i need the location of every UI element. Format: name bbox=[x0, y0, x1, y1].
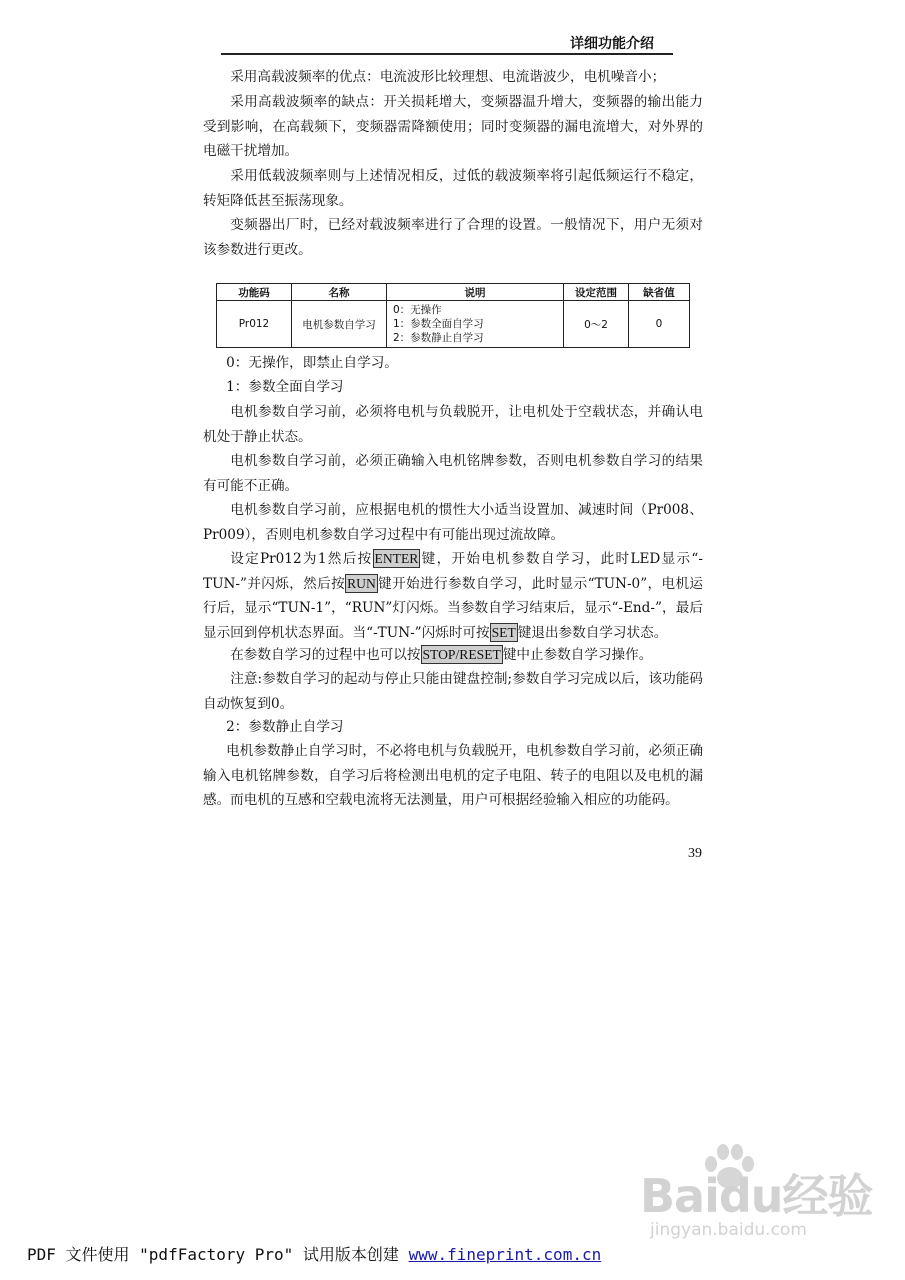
cell-description bbox=[387, 301, 564, 348]
watermark-url: jingyan.baidu.com bbox=[650, 1220, 807, 1240]
cell-default: 0 bbox=[629, 301, 690, 348]
watermark-brand: Baidu经验 bbox=[640, 1169, 873, 1223]
run-key-label: RUN bbox=[347, 575, 376, 591]
footer-text: PDF 文件使用 "pdfFactory Pro" 试用版本创建 bbox=[27, 1245, 409, 1264]
stop-reset-key-label: STOP/RESET bbox=[422, 647, 501, 662]
paragraph-low-carrier: 采用低载波频率则与上述情况相反，过低的载波频率将引起低频运行不稳定，转矩降低甚至振荡现象。 bbox=[203, 168, 703, 209]
option-2-heading: 2：参数静止自学习 bbox=[226, 719, 344, 735]
text-span: 键开始进行参数自学习，此时显示“TUN-0”，电机运行后，显示“TUN-1”，“RUN”灯闪烁。当参数自学习结束后，显示“-End-”，最后显示回到停机状态界面。当“-TUN-”闪烁时可按 bbox=[203, 575, 703, 641]
desc-line: 2：参数静止自学习 bbox=[393, 332, 484, 344]
paragraph-high-carrier-disadvantages: 采用高载波频率的缺点：开关损耗增大，变频器温升增大，变频器的输出能力受到影响，在高载频下，变频器需降额使用；同时变频器的漏电流增大，对外界的电磁干扰增加。 bbox=[203, 94, 703, 159]
page-number: 39 bbox=[688, 846, 702, 861]
table-header-cell: 设定范围 bbox=[564, 284, 629, 301]
text-span: 键，开始电机参数自学习，此时LED显示“-TUN-”并闪烁，然后按 bbox=[203, 551, 703, 592]
paragraph-detach-load: 电机参数自学习前，必须将电机与负载脱开，让电机处于空载状态，并确认电机处于静止状态。 bbox=[203, 404, 703, 445]
paragraph-nameplate: 电机参数自学习前，必须正确输入电机铭牌参数，否则电机参数自学习的结果有可能不正确。 bbox=[203, 453, 703, 494]
cell-name: 电机参数自学习 bbox=[292, 301, 387, 348]
set-key-label: SET bbox=[491, 624, 516, 640]
paragraph-note: 注意:参数自学习的起动与停止只能由键盘控制;参数自学习完成以后，该功能码自动恢复到0。 bbox=[203, 671, 703, 712]
option-0-text: 0：无操作，即禁止自学习。 bbox=[226, 355, 398, 371]
table-header-cell: 说明 bbox=[387, 284, 564, 301]
cell-function-code: Pr012 bbox=[217, 301, 292, 348]
table-header-cell: 功能码 bbox=[217, 284, 292, 301]
parameter-table bbox=[216, 283, 690, 348]
desc-line: 0：无操作 bbox=[393, 304, 442, 316]
paragraph-static-autotune: 电机参数静止自学习时，不必将电机与负载脱开，电机参数自学习前，必须正确输入电机铭牌参数，自学习后将检测出电机的定子电阻、转子的电阻以及电机的漏感。而电机的互感和空载电流将无法测量，用户可根据经验输入相应的功能码。 bbox=[203, 743, 703, 808]
table-header-cell: 缺省值 bbox=[629, 284, 690, 301]
fineprint-link[interactable]: www.fineprint.com.cn bbox=[408, 1245, 602, 1264]
paragraph-accel-decel: 电机参数自学习前，应根据电机的惯性大小适当设置加、减速时间（Pr008、Pr009），否则电机参数自学习过程中有可能出现过流故障。 bbox=[203, 502, 703, 543]
paragraph-autotune-procedure bbox=[203, 547, 703, 645]
text-span: 键中止参数自学习操作。 bbox=[502, 647, 653, 663]
page-header-title: 详细功能介绍 bbox=[570, 36, 654, 52]
cell-range: 0～2 bbox=[564, 301, 629, 348]
option-1-heading: 1：参数全面自学习 bbox=[226, 379, 344, 395]
enter-key-label: ENTER bbox=[374, 551, 419, 566]
table-header-row bbox=[217, 284, 690, 301]
text-span: 键退出参数自学习状态。 bbox=[517, 624, 668, 641]
paragraph-factory-setting: 变频器出厂时，已经对载波频率进行了合理的设置。一般情况下，用户无须对该参数进行更改。 bbox=[203, 217, 703, 258]
header-rule bbox=[221, 53, 673, 55]
text-span: 设定Pr012为1然后按 bbox=[230, 551, 373, 567]
baidu-jingyan-watermark bbox=[640, 1150, 890, 1250]
text-span: 在参数自学习的过程中也可以按 bbox=[230, 647, 421, 663]
table-row bbox=[217, 301, 690, 348]
paragraph-abort-autotune bbox=[203, 643, 703, 668]
table-header-cell: 名称 bbox=[292, 284, 387, 301]
pdf-footer bbox=[27, 1242, 601, 1265]
desc-line: 1：参数全面自学习 bbox=[393, 318, 484, 330]
paragraph-high-carrier-advantages: 采用高载波频率的优点：电流波形比较理想、电流谐波少，电机噪音小； bbox=[230, 69, 666, 85]
